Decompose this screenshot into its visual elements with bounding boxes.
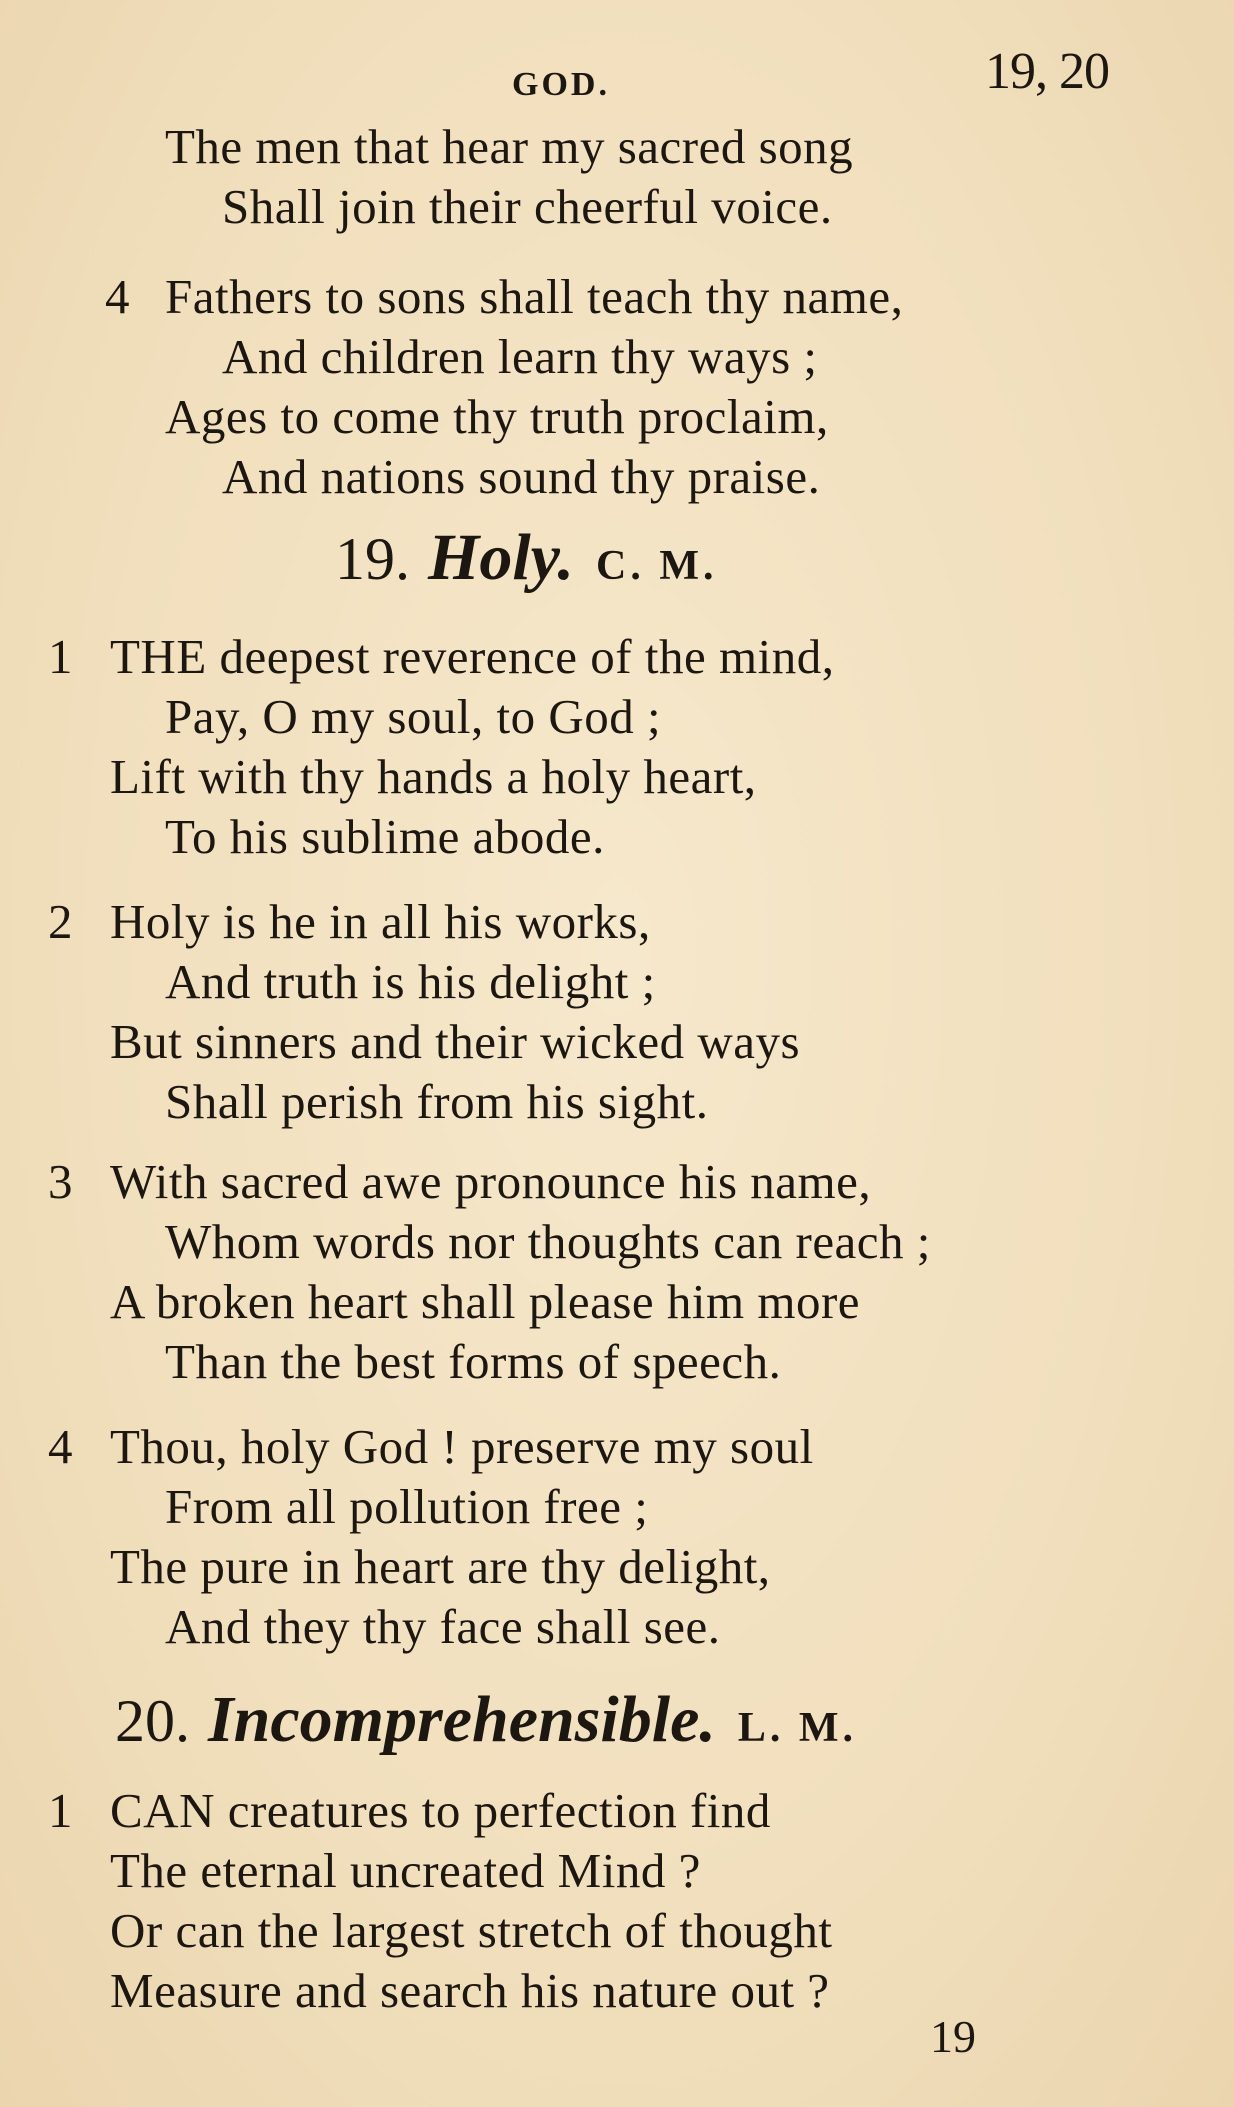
hymn-number: 20.	[115, 1688, 190, 1754]
stanza-line: CAN creatures to perfection find	[110, 1783, 771, 1838]
stanza-line: Thou, holy God ! preserve my soul	[110, 1419, 814, 1474]
stanza-line: And children learn thy ways ;	[222, 329, 818, 384]
stanza-number: 1	[48, 1783, 73, 1838]
page-header	[0, 38, 1234, 108]
stanza-line: Measure and search his nature out ?	[110, 1963, 830, 2018]
hymn-title: Holy.	[428, 521, 575, 594]
stanza-line: With sacred awe pronounce his name,	[110, 1154, 872, 1209]
stanza-number: 3	[48, 1154, 73, 1209]
stanza-line: And nations sound thy praise.	[222, 449, 821, 504]
stanza-line: Pay, O my soul, to God ;	[165, 689, 662, 744]
stanza-line: Ages to come thy truth proclaim,	[165, 389, 829, 444]
hymn-title: Incomprehensible.	[208, 1683, 716, 1756]
stanza-line: But sinners and their wicked ways	[110, 1014, 801, 1069]
stanza-line: And they thy face shall see.	[165, 1599, 721, 1654]
stanza-line: A broken heart shall please him more	[110, 1274, 861, 1329]
hymn-19-heading	[335, 520, 718, 596]
stanza-number: 1	[48, 629, 73, 684]
stanza-line: Lift with thy hands a holy heart,	[110, 749, 757, 804]
stanza-number: 4	[48, 1419, 73, 1474]
hymn-20-heading	[115, 1682, 857, 1758]
page-range: 19, 20	[985, 43, 1109, 100]
stanza-line: And truth is his delight ;	[165, 954, 656, 1009]
stanza-number: 4	[105, 269, 130, 324]
stanza-line: Shall perish from his sight.	[165, 1074, 709, 1129]
hymn-meter: C. M.	[596, 543, 718, 589]
running-head: GOD.	[512, 66, 610, 103]
continuation-line: The men that hear my sacred song	[165, 119, 854, 174]
stanza-line: To his sublime abode.	[165, 809, 605, 864]
stanza-line: Than the best forms of speech.	[165, 1334, 782, 1389]
stanza-line: Fathers to sons shall teach thy name,	[165, 269, 904, 324]
stanza-line: From all pollution free ;	[165, 1479, 649, 1534]
stanza-number: 2	[48, 894, 73, 949]
stanza-line: Holy is he in all his works,	[110, 894, 651, 949]
stanza-line: The pure in heart are thy delight,	[110, 1539, 771, 1594]
page-folio: 19	[930, 2011, 976, 2062]
stanza-line: THE deepest reverence of the mind,	[110, 629, 835, 684]
stanza-line: Whom words nor thoughts can reach ;	[165, 1214, 931, 1269]
continuation-line: Shall join their cheerful voice.	[222, 179, 833, 234]
stanza-line: The eternal uncreated Mind ?	[110, 1843, 701, 1898]
stanza-line: Or can the largest stretch of thought	[110, 1903, 833, 1958]
hymn-number: 19.	[335, 526, 410, 592]
hymn-meter: L. M.	[737, 1705, 858, 1751]
